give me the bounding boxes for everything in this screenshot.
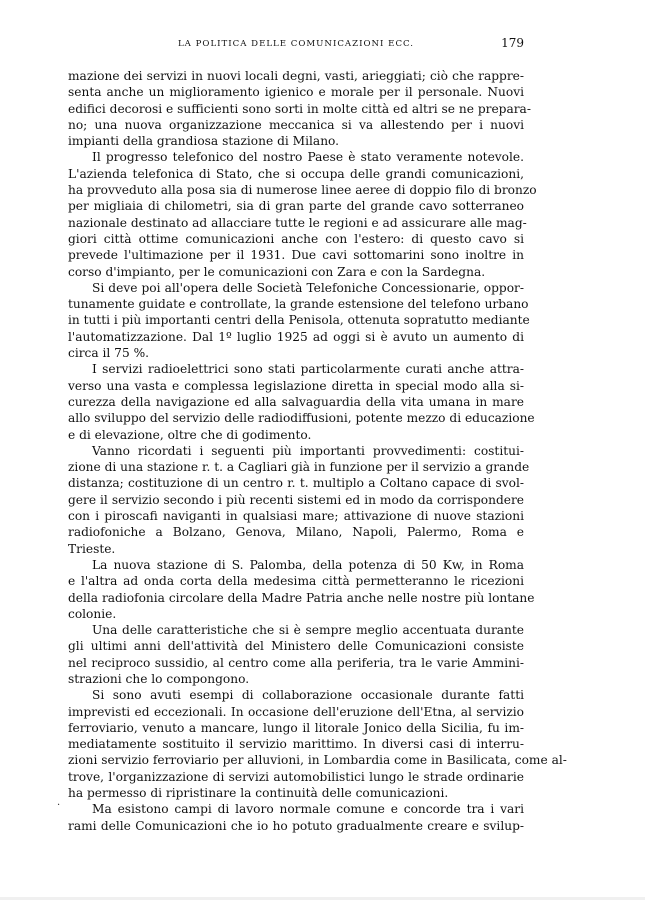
text-line: colonie. xyxy=(68,606,117,621)
scan-speck: · xyxy=(57,800,61,811)
text-line: ha provveduto alla posa sia di numerose linee aeree di doppio filo di bronzo xyxy=(68,183,537,198)
text-line: curezza della navigazione ed alla salvaguardia della vita umana in mare xyxy=(68,394,524,409)
text-line: tunamente guidate e controllate, la grande estensione del telefono urbano xyxy=(68,297,529,312)
text-line: Trieste. xyxy=(68,541,116,556)
text-line: imprevisti ed eccezionali. In occasione dell'eruzione dell'Etna, al servizio xyxy=(68,704,524,719)
page-number: 179 xyxy=(501,36,524,50)
text-line: no; una nuova organizzazione meccanica si va allestendo per i nuovi xyxy=(68,117,524,132)
text-line: Ma esistono campi di lavoro normale comune e concorde tra i vari xyxy=(92,802,524,817)
text-line: gere il servizio secondo i più recenti sistemi ed in modo da corrispondere xyxy=(68,492,524,507)
paragraph xyxy=(68,801,524,834)
text-line: corso d'impianto, per le comunicazioni con Zara e con la Sardegna. xyxy=(68,264,486,279)
text-line: senta anche un miglioramento igienico e morale per il personale. Nuovi xyxy=(68,85,524,100)
text-line: della radiofonia circolare della Madre Patria anche nelle nostre più lontane xyxy=(68,590,535,605)
body-text xyxy=(68,68,567,834)
page-header xyxy=(68,36,524,52)
text-line: distanza; costituzione di un centro r. t. multiplo a Coltano capace di svol- xyxy=(68,476,524,491)
text-line: trove, l'organizzazione di servizi automobilistici lungo le strade ordinarie xyxy=(68,769,524,784)
text-line: Si sono avuti esempi di collaborazione occasionale durante fatti xyxy=(92,688,524,703)
text-line: per migliaia di chilometri, sia di gran parte del grande cavo sotterraneo xyxy=(68,199,524,214)
text-line: Si deve poi all'opera delle Società Telefoniche Concessionarie, oppor- xyxy=(92,280,524,295)
text-line: ferroviario, venuto a mancare, lungo il litorale Jonico della Sicilia, fu im- xyxy=(68,720,524,735)
text-line: giori città ottime comunicazioni anche con l'estero: di questo cavo si xyxy=(68,231,524,246)
text-line: e di elevazione, oltre che di godimento. xyxy=(68,427,312,442)
text-line: allo sviluppo del servizio delle radiodiffusioni, potente mezzo di educazione xyxy=(68,411,535,426)
text-line: nel reciproco sussidio, al centro come alla periferia, tra le varie Ammini- xyxy=(68,655,524,670)
paragraph xyxy=(68,280,530,361)
paragraph xyxy=(68,622,524,687)
text-line: L'azienda telefonica di Stato, che si occupa delle grandi comunicazioni, xyxy=(68,166,524,181)
text-line: prevede l'ultimazione per il 1931. Due cavi sottomarini sono inoltre in xyxy=(68,248,524,263)
text-line: l'automatizzazione. Dal 1º luglio 1925 ad oggi si è avuto un aumento di xyxy=(68,329,524,344)
paragraph xyxy=(68,687,567,801)
text-line: Il progresso telefonico del nostro Paese è stato veramente notevole. xyxy=(92,150,524,165)
running-head: LA POLITICA DELLE COMUNICAZIONI ECC. xyxy=(177,39,415,49)
text-line: I servizi radioelettrici sono stati particolarmente curati anche attra- xyxy=(92,362,524,377)
text-line: zioni servizio ferroviario per alluvioni, in Lombardia come in Basilicata, come al- xyxy=(68,753,567,768)
text-line: gli ultimi anni dell'attività del Ministero delle Comunicazioni consiste xyxy=(68,639,524,654)
text-line: mediatamente sostituito il servizio marittimo. In diversi casi di interru- xyxy=(68,737,524,752)
paragraph xyxy=(68,68,531,149)
text-line: impianti della grandiosa stazione di Milano. xyxy=(68,134,340,149)
text-line: La nuova stazione di S. Palomba, della potenza di 50 Kw, in Roma xyxy=(92,557,524,572)
text-line: radiofoniche a Bolzano, Genova, Milano, Napoli, Palermo, Roma e xyxy=(68,525,524,540)
text-line: Una delle caratteristiche che si è sempre meglio accentuata durante xyxy=(92,623,524,638)
paragraph xyxy=(68,557,535,622)
text-line: mazione dei servizi in nuovi locali degni, vasti, arieggiati; ciò che rappre- xyxy=(68,69,524,83)
text-line: rami delle Comunicazioni che io ho potuto gradualmente creare e svilup- xyxy=(68,818,524,833)
text-line: in tutti i più importanti centri della Penisola, ottenuta sopratutto mediante xyxy=(68,313,530,328)
paragraph xyxy=(68,149,537,279)
text-line: strazioni che lo compongono. xyxy=(68,671,250,686)
paragraph xyxy=(68,361,535,442)
text-line: e l'altra ad onda corta della medesima città permetteranno le ricezioni xyxy=(68,574,524,589)
text-line: ha permesso di ripristinare la continuità delle comunicazioni. xyxy=(68,786,449,801)
text-line: Vanno ricordati i seguenti più importanti provvedimenti: costitui- xyxy=(92,443,524,458)
paragraph xyxy=(68,443,530,557)
text-line: con i piroscafi naviganti in qualsiasi mare; attivazione di nuove stazioni xyxy=(68,509,524,524)
text-line: zione di una stazione r. t. a Cagliari già in funzione per il servizio a grande xyxy=(68,460,530,475)
text-line: verso una vasta e complessa legislazione diretta in special modo alla si- xyxy=(68,378,524,393)
text-line: circa il 75 %. xyxy=(68,346,150,361)
text-line: nazionale destinato ad allacciare tutte le regioni e ad assicurare alle mag- xyxy=(68,215,527,230)
text-line: edifici decorosi e sufficienti sono sorti in molte città ed altri se ne prepara- xyxy=(68,101,531,116)
